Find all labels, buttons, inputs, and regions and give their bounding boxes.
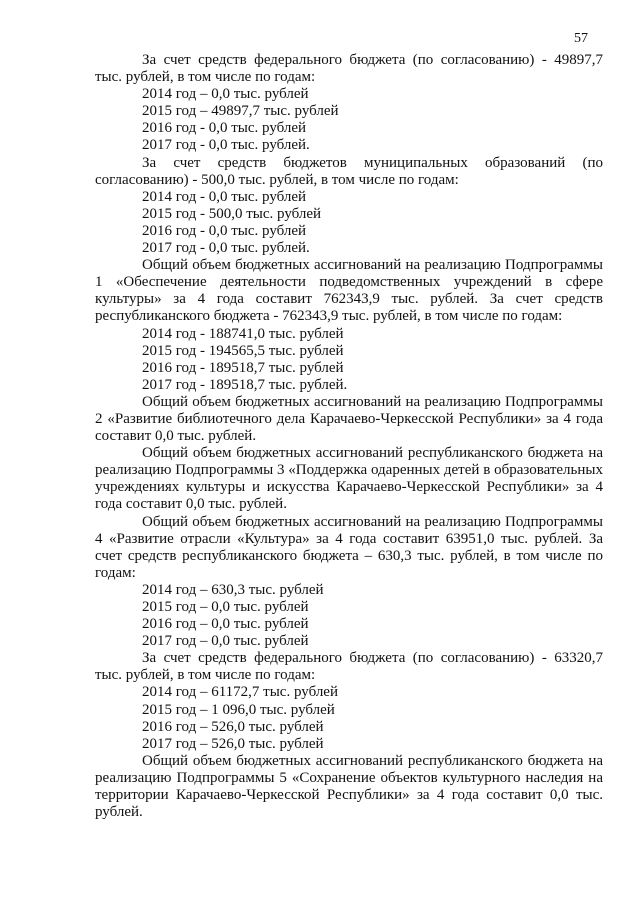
page-number: 57 — [574, 31, 588, 46]
year-amount-line: 2014 год – 630,3 тыс. рублей — [142, 581, 324, 598]
year-amount-line: 2016 год - 0,0 тыс. рублей — [142, 120, 307, 137]
year-amount-line: 2017 год - 0,0 тыс. рублей. — [142, 137, 310, 154]
paragraph: Общий объем бюджетных ассигнований на реализацию Подпрограммы 1 «Обеспечение деятельности подведомственных учреждений в сфере культуры» за 4 года составит 762343,9 тыс. рублей. За счет средств республиканского бюджета - 762343,9 тыс. рублей, в том числе по годам: — [95, 257, 603, 325]
paragraph: Общий объем бюджетных ассигнований республиканского бюджета на реализацию Подпрограммы 3 «Поддержка одаренных детей в образовательных учреждениях культуры и искусства Карачаево-Черкесской Республики» за 4 года составит 0,0 тыс. рублей. — [95, 445, 603, 513]
year-amount-line: 2016 год - 189518,7 тыс. рублей — [142, 359, 344, 376]
year-amount-line: 2017 год – 526,0 тыс. рублей — [142, 735, 324, 752]
year-amount-line: 2017 год - 189518,7 тыс. рублей. — [142, 376, 348, 393]
year-amount-line: 2015 год – 49897,7 тыс. рублей — [142, 103, 339, 120]
paragraph: Общий объем бюджетных ассигнований на реализацию Подпрограммы 2 «Развитие библиотечного дела Карачаево-Черкесской Республики» за 4 года составит 0,0 тыс. рублей. — [95, 393, 603, 445]
paragraph: За счет средств федерального бюджета (по согласованию) - 49897,7 тыс. рублей, в том числе по годам: — [95, 52, 603, 86]
year-amount-line: 2015 год – 1 096,0 тыс. рублей — [142, 701, 335, 718]
year-amount-line: 2014 год - 188741,0 тыс. рублей — [142, 325, 344, 342]
year-amount-line: 2015 год - 500,0 тыс. рублей — [142, 205, 322, 222]
paragraph: Общий объем бюджетных ассигнований республиканского бюджета на реализацию Подпрограммы 5 «Сохранение объектов культурного наследия на территории Карачаево-Черкесской Республики» за 4 года составит 0,0 тыс. рублей. — [95, 752, 603, 821]
year-amount-line: 2015 год – 0,0 тыс. рублей — [142, 599, 309, 615]
year-amount-line: 2017 год - 0,0 тыс. рублей. — [142, 240, 310, 257]
year-amount-line: 2015 год - 194565,5 тыс. рублей — [142, 342, 344, 359]
document-body — [95, 52, 603, 821]
year-amount-line: 2014 год - 0,0 тыс. рублей — [142, 188, 307, 205]
year-amount-line: 2014 год – 0,0 тыс. рублей — [142, 86, 309, 103]
year-amount-line: 2016 год – 526,0 тыс. рублей — [142, 718, 324, 735]
year-amount-line: 2017 год – 0,0 тыс. рублей — [142, 633, 309, 650]
paragraph: За счет средств бюджетов муниципальных образований (по согласованию) - 500,0 тыс. рублей, в том числе по годам: — [95, 154, 603, 188]
paragraph: За счет средств федерального бюджета (по согласованию) - 63320,7 тыс. рублей, в том числе по годам: — [95, 650, 603, 684]
year-amount-line: 2016 год - 0,0 тыс. рублей — [142, 222, 307, 239]
paragraph: Общий объем бюджетных ассигнований на реализацию Подпрограммы 4 «Развитие отрасли «Культура» за 4 года составит 63951,0 тыс. рублей. За счет средств республиканского бюджета – 630,3 тыс. рублей, в том числе по годам: — [95, 513, 603, 581]
year-amount-line: 2016 год – 0,0 тыс. рублей — [142, 616, 309, 633]
year-amount-line: 2014 год – 61172,7 тыс. рублей — [142, 684, 338, 701]
